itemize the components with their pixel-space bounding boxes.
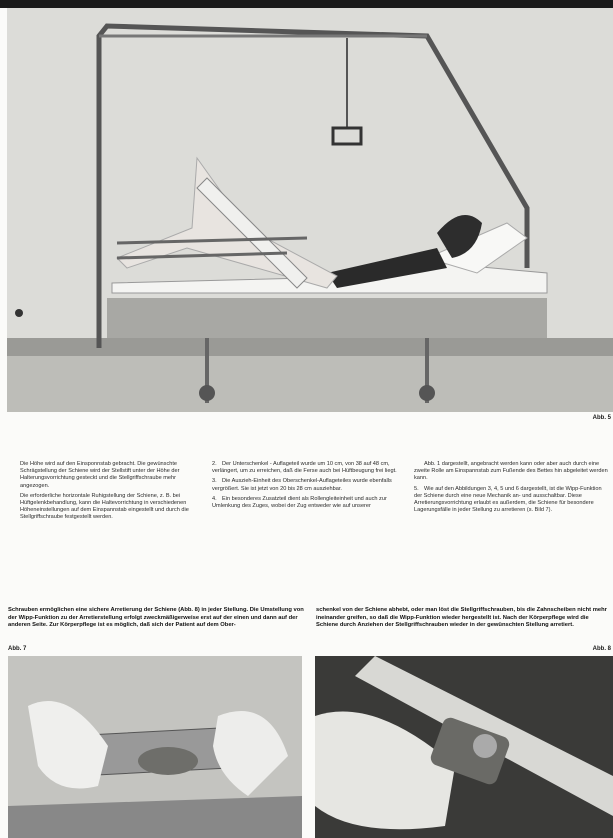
hospital-bed-illustration (7, 8, 613, 412)
caption-abb8: Abb. 8 (592, 646, 611, 652)
photo-left (8, 656, 302, 838)
numbered-paragraph: 4. Ein besonderes Zusatzteil dient als Rollengleiteinheit und auch zur Umlenkung des Zuges, wobei der Zug entweder wie auf unserer (212, 495, 387, 510)
numbered-paragraph: 5. Wie auf den Abbildungen 3, 4, 5 und 6 dargestellt, ist die Wipp-Funktion der Schiene durch eine neue Mechanik an- und ausschaltbar. Diese Arretierungsvorrichtung erlaubt es außerdem, die Schiene für besondere Lagerungsfälle in jeder Stellung zu arretieren (s. Bild 7). (414, 485, 602, 514)
photo-right (315, 656, 613, 838)
caption-abb5: Abb. 5 (592, 415, 611, 421)
top-border (0, 0, 613, 8)
text-column-2 (212, 461, 402, 513)
bold-text-left: Schrauben ermöglichen eine sichere Arretierung der Schiene (Abb. 8) in jeder Stellung. Die Umstellung von der Wipp-Funktion zu der Arretierstellung erfolgt zweckmäßigerweise erst auf der einen und dann auf der anderen Seite. Zur Körperpflege ist es möglich, daß sich der Patient auf dem Ober- (8, 607, 304, 629)
paragraph: Die erforderliche horizontale Ruhigstellung der Schiene, z. B. bei Hüftgelenkbehandlung, kann die Haltevorrichtung in verschiedenen Höheneinstellungen auf dem Einspannstab eingestellt und durch die Stellgriffschraube festgestellt werden. (20, 492, 189, 521)
paragraph: Abb. 1 dargestellt, angebracht werden kann oder aber auch durch eine zweite Rolle am Einspannstab zum Fußende des Bettes hin abgeleitet werden kann. (414, 461, 608, 482)
locking-clamp-illustration (315, 656, 613, 838)
numbered-paragraph: 2. Der Unterschenkel - Auflageteil wurde um 10 cm, von 38 auf 48 cm, verlängert, um zu erreichen, daß die Ferse auch bei Hüftbeugung frei liegt. (212, 461, 397, 475)
text-column-1 (20, 461, 200, 525)
caption-abb7: Abb. 7 (8, 646, 27, 652)
numbered-paragraph: 3. Die Auszieh-Einheit des Oberschenkel-Auflageteiles wurde ebenfalls vergrößert. Sie ist jetzt von 20 bis 28 cm ausziehbar. (212, 478, 392, 492)
splint-adjustment-illustration (8, 656, 302, 838)
bold-text-right: schenkel von der Schiene abhebt, oder man löst die Stellgriffschrauben, bis die Zahnscheiben nicht mehr ineinander greifen, so daß die Wipp-Funktion wieder hergestellt ist. Nach der Körperpflege wird die Schiene durch Anziehen der Stellgriffschrauben wieder in der gewünschten Stellung arretiert. (316, 607, 607, 629)
text-column-3 (414, 461, 610, 517)
main-photo (7, 8, 613, 412)
paragraph: Die Höhe wird auf den Einsponnstab gebracht. Die gewünschte Schrägstellung der Schiene wird der Stellstift unter der Höhe der Halterungsvorrichtung gesteckt und die Stellgriffschraube mehr angezogen. (20, 461, 180, 489)
